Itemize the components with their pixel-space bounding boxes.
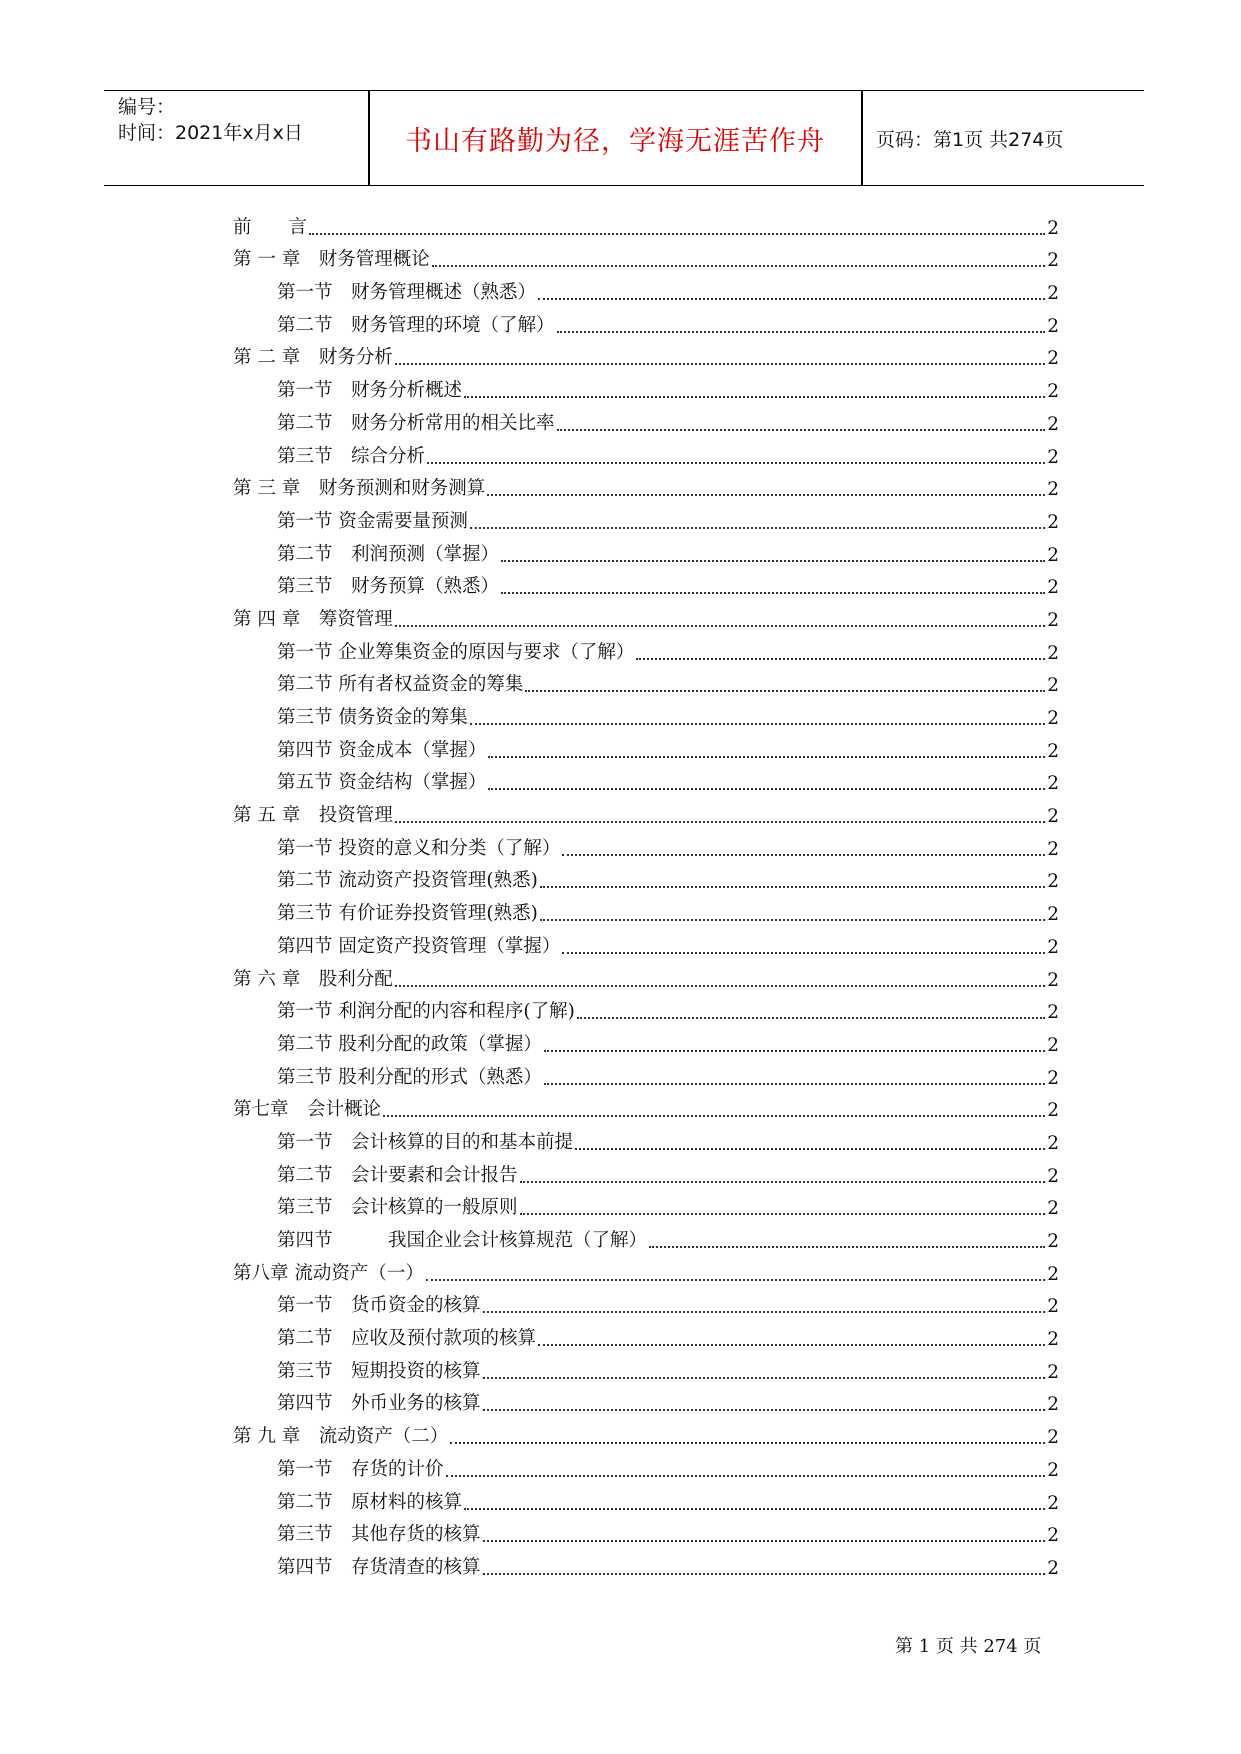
- toc-entry-title: 第二节 流动资产投资管理(熟悉): [277, 870, 538, 892]
- toc-chapter-entry[interactable]: [233, 603, 1059, 636]
- toc-section-entry[interactable]: [233, 1192, 1059, 1225]
- toc-entry-page: 2: [1047, 1459, 1059, 1481]
- toc-entry-title: 第 九 章 流动资产（二）: [233, 1426, 449, 1448]
- toc-entry-title: 第二节 财务分析常用的相关比率: [277, 412, 555, 434]
- header-divider: [861, 91, 863, 185]
- toc-entry-page: 2: [1047, 479, 1059, 501]
- toc-entry-title: 第一节 货币资金的核算: [277, 1295, 481, 1317]
- toc-section-entry[interactable]: [233, 1519, 1059, 1552]
- toc-entry-title: 第四节 资金成本（掌握）: [277, 739, 487, 761]
- toc-entry-title: 第三节 其他存货的核算: [277, 1524, 481, 1546]
- toc-entry-page: 2: [1047, 708, 1059, 729]
- toc-leader-dots: [450, 1442, 1045, 1444]
- toc-section-entry[interactable]: [233, 309, 1059, 342]
- toc-section-entry[interactable]: [233, 1159, 1059, 1192]
- toc-leader-dots: [464, 396, 1045, 398]
- toc-entry-page: 2: [1047, 381, 1059, 403]
- toc-section-entry[interactable]: [233, 1388, 1059, 1421]
- toc-leader-dots: [538, 298, 1045, 300]
- toc-entry-title: 第三节 短期投资的核算: [277, 1360, 481, 1382]
- toc-entry-title: 第三节 股利分配的形式（熟悉）: [277, 1066, 542, 1088]
- toc-entry-page: 2: [1047, 511, 1059, 533]
- toc-entry-title: 第七章 会计概论: [233, 1099, 382, 1121]
- toc-entry-page: 2: [1047, 250, 1059, 272]
- toc-entry-page: 2: [1047, 1002, 1059, 1024]
- toc-leader-dots: [470, 723, 1045, 725]
- toc-section-entry[interactable]: [233, 930, 1059, 963]
- toc-leader-dots: [464, 1508, 1045, 1510]
- toc-entry-title: 第一节 利润分配的内容和程序(了解): [277, 1001, 575, 1023]
- toc-entry-title: 第二节 所有者权益资金的筹集: [277, 674, 524, 696]
- toc-entry-title: 第四节 存货清查的核算: [277, 1556, 481, 1578]
- toc-entry-page: 2: [1047, 1296, 1059, 1318]
- toc-entry-page: 2: [1047, 1034, 1059, 1056]
- toc-section-entry[interactable]: [233, 1061, 1059, 1094]
- toc-leader-dots: [395, 821, 1045, 823]
- toc-entry-title: 第二节 原材料的核算: [277, 1491, 463, 1513]
- table-of-contents: [233, 211, 1059, 1584]
- toc-leader-dots: [577, 1017, 1045, 1019]
- toc-leader-dots: [383, 1115, 1045, 1117]
- toc-leader-dots: [538, 1344, 1045, 1346]
- toc-entry-page: 2: [1047, 642, 1059, 664]
- toc-section-entry[interactable]: [233, 276, 1059, 309]
- toc-leader-dots: [488, 788, 1045, 790]
- toc-section-entry[interactable]: [233, 440, 1059, 473]
- toc-leader-dots: [395, 985, 1045, 987]
- toc-leader-dots: [483, 1573, 1046, 1575]
- toc-leader-dots: [575, 1148, 1045, 1150]
- toc-entry-page: 2: [1047, 1100, 1059, 1122]
- toc-entry-title: 第一节 投资的意义和分类（了解）: [277, 837, 561, 859]
- toc-entry-title: 第一节 企业筹集资金的原因与要求（了解）: [277, 641, 635, 663]
- toc-leader-dots: [427, 462, 1045, 464]
- toc-entry-page: 2: [1047, 1329, 1059, 1351]
- toc-section-entry[interactable]: [233, 407, 1059, 440]
- header-meta: [118, 91, 368, 185]
- toc-section-entry[interactable]: [233, 505, 1059, 538]
- toc-chapter-entry[interactable]: [233, 799, 1059, 832]
- toc-section-entry[interactable]: [233, 1028, 1059, 1061]
- toc-entry-page: 2: [1047, 217, 1059, 239]
- toc-entry-page: 2: [1047, 838, 1059, 860]
- toc-section-entry[interactable]: [233, 701, 1059, 734]
- toc-entry-title: 第三节 综合分析: [277, 445, 426, 467]
- toc-chapter-entry[interactable]: [233, 244, 1059, 277]
- toc-entry-page: 2: [1047, 773, 1059, 795]
- toc-leader-dots: [649, 1246, 1045, 1248]
- toc-section-entry[interactable]: [233, 832, 1059, 865]
- toc-leader-dots: [395, 625, 1045, 627]
- toc-chapter-entry[interactable]: [233, 473, 1059, 506]
- toc-leader-dots: [446, 1475, 1046, 1477]
- toc-entry-page: 2: [1047, 1394, 1059, 1416]
- toc-section-entry[interactable]: [233, 1355, 1059, 1388]
- toc-section-entry[interactable]: [233, 636, 1059, 669]
- toc-entry-page: 2: [1047, 609, 1059, 631]
- toc-entry-title: 第三节 会计核算的一般原则: [277, 1197, 518, 1219]
- toc-entry-title: 第一节 财务管理概述（熟悉）: [277, 282, 537, 304]
- toc-chapter-entry[interactable]: [233, 211, 1059, 244]
- toc-section-entry[interactable]: [233, 1453, 1059, 1486]
- toc-leader-dots: [525, 690, 1045, 692]
- toc-entry-title: 第 六 章 股利分配: [233, 968, 393, 990]
- toc-entry-title: 第一节 会计核算的目的和基本前提: [277, 1131, 574, 1153]
- toc-leader-dots: [470, 527, 1045, 529]
- toc-entry-page: 2: [1047, 544, 1059, 566]
- toc-entry-page: 2: [1047, 1067, 1059, 1089]
- toc-leader-dots: [557, 331, 1046, 333]
- toc-leader-dots: [483, 1409, 1046, 1411]
- toc-leader-dots: [309, 233, 1045, 235]
- header-motto: 书山有路勤为径，学海无涯苦作舟: [405, 125, 825, 157]
- toc-entry-page: 2: [1047, 1427, 1059, 1449]
- toc-entry-title: 第 一 章 财务管理概论: [233, 249, 430, 271]
- toc-entry-title: 第二节 财务管理的环境（了解）: [277, 314, 555, 336]
- toc-leader-dots: [544, 1083, 1045, 1085]
- toc-section-entry[interactable]: [233, 1486, 1059, 1519]
- toc-section-entry[interactable]: [233, 1126, 1059, 1159]
- toc-leader-dots: [540, 919, 1045, 921]
- toc-entry-page: 2: [1047, 1165, 1059, 1187]
- toc-entry-title: 第二节 会计要素和会计报告: [277, 1164, 518, 1186]
- page-header: [104, 90, 1144, 186]
- document-number-label: 编号：: [118, 96, 176, 118]
- toc-entry-title: 第三节 财务预算（熟悉）: [277, 576, 500, 598]
- toc-leader-dots: [520, 1181, 1046, 1183]
- toc-entry-page: 2: [1047, 413, 1059, 435]
- toc-section-entry[interactable]: [233, 374, 1059, 407]
- toc-entry-page: 2: [1047, 283, 1059, 305]
- toc-entry-title: 第二节 应收及预付款项的核算: [277, 1328, 537, 1350]
- toc-entry-title: 第五节 资金结构（掌握）: [277, 772, 487, 794]
- toc-entry-title: 第三节 有价证券投资管理(熟悉): [277, 903, 538, 925]
- toc-leader-dots: [483, 1377, 1046, 1379]
- toc-entry-title: 第二节 股利分配的政策（掌握）: [277, 1033, 542, 1055]
- toc-leader-dots: [432, 265, 1045, 267]
- toc-chapter-entry[interactable]: [233, 963, 1059, 996]
- toc-leader-dots: [501, 592, 1045, 594]
- toc-entry-page: 2: [1047, 806, 1059, 828]
- toc-entry-title: 第 三 章 财务预测和财务测算: [233, 478, 486, 500]
- toc-chapter-entry[interactable]: [233, 1420, 1059, 1453]
- toc-entry-page: 2: [1047, 1132, 1059, 1154]
- toc-entry-page: 2: [1047, 904, 1059, 926]
- toc-section-entry[interactable]: [233, 734, 1059, 767]
- toc-chapter-entry[interactable]: [233, 342, 1059, 375]
- toc-entry-page: 2: [1047, 1492, 1059, 1514]
- toc-entry-page: 2: [1047, 577, 1059, 599]
- toc-chapter-entry[interactable]: [233, 1257, 1059, 1290]
- page-footer: 第 1 页 共 274 页: [895, 1636, 1042, 1657]
- toc-entry-title: 第八章 流动资产（一）: [233, 1262, 424, 1284]
- toc-entry-title: 第三节 债务资金的筹集: [277, 707, 468, 728]
- toc-section-entry[interactable]: [233, 897, 1059, 930]
- toc-leader-dots: [562, 854, 1045, 856]
- toc-entry-page: 2: [1047, 1198, 1059, 1220]
- toc-leader-dots: [501, 560, 1045, 562]
- toc-leader-dots: [557, 429, 1046, 431]
- toc-leader-dots: [483, 1311, 1046, 1313]
- toc-entry-title: 第二节 利润预测（掌握）: [277, 543, 500, 565]
- toc-leader-dots: [562, 952, 1045, 954]
- toc-leader-dots: [540, 886, 1045, 888]
- header-page-info: 页码：第1页 共274页: [876, 128, 1064, 151]
- toc-chapter-entry[interactable]: [233, 1094, 1059, 1127]
- toc-entry-title: 第一节 存货的计价: [277, 1458, 444, 1480]
- document-time-label: 时间：2021年x月x日: [118, 122, 303, 144]
- toc-section-entry[interactable]: [233, 1290, 1059, 1323]
- toc-section-entry[interactable]: [233, 538, 1059, 571]
- toc-entry-title: 第 四 章 筹资管理: [233, 608, 393, 630]
- toc-entry-page: 2: [1047, 315, 1059, 337]
- toc-entry-page: 2: [1047, 969, 1059, 991]
- toc-section-entry[interactable]: [233, 571, 1059, 604]
- toc-section-entry[interactable]: [233, 1322, 1059, 1355]
- toc-entry-title: 第四节 外币业务的核算: [277, 1393, 481, 1415]
- toc-entry-title: 第一节 资金需要量预测: [277, 510, 468, 532]
- toc-leader-dots: [636, 658, 1045, 660]
- toc-entry-page: 2: [1047, 936, 1059, 958]
- toc-leader-dots: [488, 756, 1045, 758]
- toc-entry-title: 第 二 章 财务分析: [233, 347, 393, 369]
- toc-entry-title: 第 五 章 投资管理: [233, 805, 393, 827]
- toc-leader-dots: [544, 1050, 1045, 1052]
- toc-entry-page: 2: [1047, 1263, 1059, 1285]
- toc-leader-dots: [487, 494, 1045, 496]
- toc-entry-page: 2: [1047, 1557, 1059, 1579]
- toc-section-entry[interactable]: [233, 1224, 1059, 1257]
- toc-leader-dots: [483, 1540, 1046, 1542]
- toc-section-entry[interactable]: [233, 996, 1059, 1029]
- toc-entry-title: 第一节 财务分析概述: [277, 380, 463, 402]
- toc-entry-page: 2: [1047, 1525, 1059, 1547]
- toc-section-entry[interactable]: [233, 1551, 1059, 1584]
- toc-entry-title: 第四节 我国企业会计核算规范（了解）: [277, 1230, 648, 1251]
- toc-leader-dots: [395, 363, 1045, 365]
- toc-section-entry[interactable]: [233, 669, 1059, 702]
- toc-entry-title: 第四节 固定资产投资管理（掌握）: [277, 935, 561, 957]
- toc-entry-page: 2: [1047, 1361, 1059, 1383]
- toc-entry-page: 2: [1047, 740, 1059, 762]
- toc-entry-page: 2: [1047, 871, 1059, 893]
- toc-section-entry[interactable]: [233, 767, 1059, 800]
- toc-section-entry[interactable]: [233, 865, 1059, 898]
- toc-entry-page: 2: [1047, 1231, 1059, 1252]
- toc-entry-page: 2: [1047, 446, 1059, 468]
- toc-entry-page: 2: [1047, 348, 1059, 370]
- toc-leader-dots: [426, 1279, 1045, 1281]
- toc-entry-page: 2: [1047, 675, 1059, 697]
- toc-entry-title: 前 言: [233, 216, 308, 238]
- toc-leader-dots: [520, 1213, 1046, 1215]
